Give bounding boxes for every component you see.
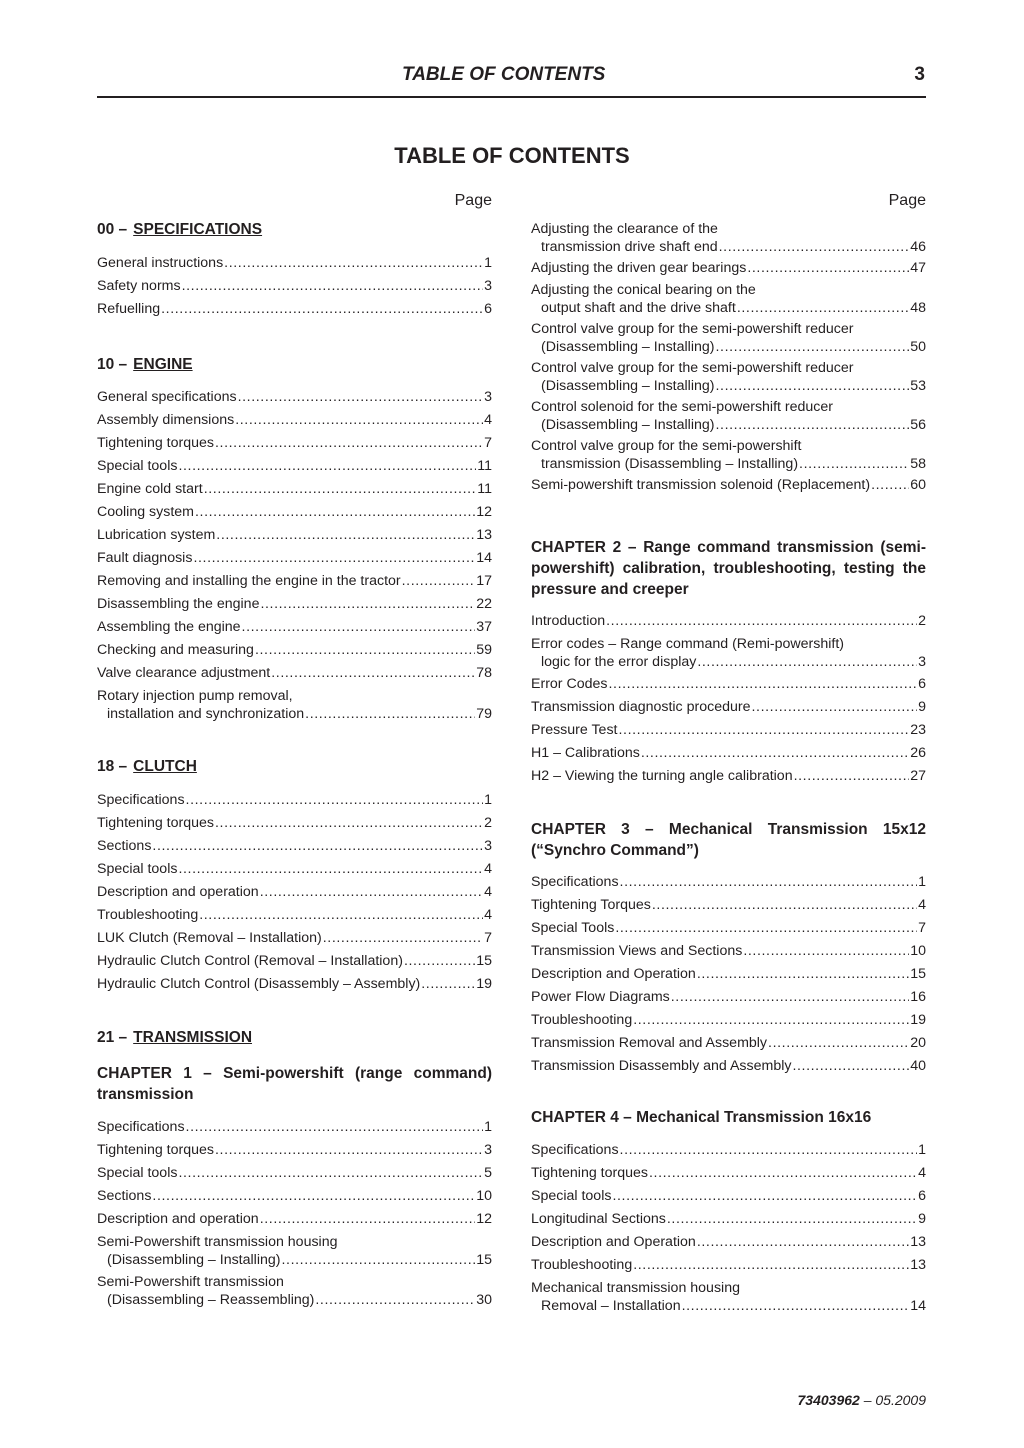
- toc-entry-title: Introduction: [531, 613, 606, 629]
- toc-entry-title: Removal – Installation: [541, 1298, 681, 1314]
- toc-entry-page: 79: [476, 706, 492, 722]
- toc-entry-title: installation and synchronization: [107, 706, 305, 722]
- toc-entry-line1: Rotary injection pump removal,: [97, 688, 293, 704]
- toc-entry-title: Safety norms: [97, 278, 181, 294]
- toc-entry: [97, 254, 492, 272]
- leader-dots: [421, 975, 475, 993]
- leader-dots: [641, 744, 909, 762]
- leader-dots: [216, 526, 475, 544]
- toc-entry: [97, 618, 492, 636]
- toc-entry-page: 15: [476, 953, 492, 969]
- chapter-heading-2: CHAPTER 2 – Range command transmission (semi-powershift) calibration, troubleshooting, testing the pressure and creeper: [531, 539, 926, 598]
- toc-entry: [531, 635, 926, 671]
- toc-entry: [531, 1187, 926, 1205]
- toc-entry-line1: Control solenoid for the semi-powershift reducer: [531, 399, 834, 415]
- toc-entry: [531, 873, 926, 891]
- toc-entry: [531, 721, 926, 739]
- toc-entry: [97, 1141, 492, 1159]
- leader-dots: [402, 572, 476, 590]
- toc-entry: [97, 837, 492, 855]
- section-heading-21: 21 – TRANSMISSION: [97, 1029, 253, 1046]
- toc-entry: [97, 300, 492, 318]
- section-heading-00: 00 – SPECIFICATIONS: [97, 221, 263, 238]
- toc-entry-title: Error Codes: [531, 676, 608, 692]
- toc-entry-title: General specifications: [97, 389, 237, 405]
- leader-dots: [608, 675, 917, 693]
- toc-entry: [97, 1164, 492, 1182]
- toc-entry-title: Transmission Disassembly and Assembly: [531, 1058, 792, 1074]
- toc-entry-title: Transmission Removal and Assembly: [531, 1035, 768, 1051]
- toc-entry-page: 2: [484, 815, 492, 831]
- toc-entry-title: Tightening Torques: [531, 897, 651, 913]
- toc-entry-page: 53: [910, 378, 926, 394]
- toc-entry-page: 13: [476, 527, 492, 543]
- leader-dots: [260, 883, 483, 901]
- toc-entry-page: 1: [484, 792, 492, 808]
- leader-dots: [281, 1251, 475, 1269]
- toc-entry-title: Longitudinal Sections: [531, 1211, 666, 1227]
- leader-dots: [649, 1164, 917, 1182]
- leader-dots: [315, 1291, 475, 1309]
- toc-entry-page: 1: [484, 255, 492, 271]
- toc-entry-title: (Disassembling – Installing): [541, 378, 715, 394]
- toc-entry-title: Specifications: [531, 874, 619, 890]
- toc-entry: [531, 1141, 926, 1159]
- leader-dots: [161, 300, 483, 318]
- toc-entry-page: 12: [476, 504, 492, 520]
- leader-dots: [682, 1297, 910, 1315]
- toc-entry-title: H2 – Viewing the turning angle calibration: [531, 768, 793, 784]
- toc-entry: [531, 942, 926, 960]
- leader-dots: [667, 1210, 917, 1228]
- toc-entry: [97, 906, 492, 924]
- toc-entry-title: Tightening torques: [97, 815, 214, 831]
- toc-entry-title: Special tools: [97, 861, 178, 877]
- toc-entry-page: 19: [910, 1012, 926, 1028]
- toc-entry: [531, 1057, 926, 1075]
- toc-entry: [97, 388, 492, 406]
- toc-entry-line1: Semi-Powershift transmission: [97, 1274, 284, 1290]
- toc-entry-title: Hydraulic Clutch Control (Removal – Installation): [97, 953, 403, 969]
- leader-dots: [404, 952, 475, 970]
- toc-entry-page: 3: [484, 389, 492, 405]
- chapter-heading-3: CHAPTER 3 – Mechanical Transmission 15x12 (“Synchro Command”): [531, 821, 926, 859]
- header-page-number: 3: [914, 64, 925, 85]
- leader-dots: [260, 595, 475, 613]
- leader-dots: [204, 480, 477, 498]
- toc-entry-title: Engine cold start: [97, 481, 203, 497]
- leader-dots: [652, 896, 917, 914]
- leader-dots: [792, 1057, 909, 1075]
- leader-dots: [615, 919, 917, 937]
- header-title: TABLE OF CONTENTS: [402, 64, 606, 85]
- leader-dots: [152, 837, 483, 855]
- toc-entry: [531, 612, 926, 630]
- toc-entry-page: 48: [910, 300, 926, 316]
- toc-entry-page: 1: [918, 1142, 926, 1158]
- leader-dots: [737, 299, 909, 317]
- toc-entry-title: Description and Operation: [531, 1234, 696, 1250]
- page-column-label-left: Page: [454, 192, 492, 209]
- toc-entry-title: Sections: [97, 1188, 152, 1204]
- toc-entry: [531, 896, 926, 914]
- toc-entry: [97, 687, 492, 723]
- toc-entry-page: 11: [477, 481, 492, 497]
- leader-dots: [255, 641, 475, 659]
- leader-dots: [715, 416, 909, 434]
- toc-entry-page: 27: [910, 768, 926, 784]
- toc-entry-title: Valve clearance adjustment: [97, 665, 271, 681]
- toc-entry-page: 14: [910, 1298, 926, 1314]
- toc-entry-page: 4: [484, 884, 492, 900]
- toc-entry: [97, 814, 492, 832]
- toc-entry-title: Checking and measuring: [97, 642, 254, 658]
- toc-entry: [97, 1187, 492, 1205]
- toc-entry-page: 7: [918, 920, 926, 936]
- leader-dots: [620, 873, 918, 891]
- toc-entry: [97, 883, 492, 901]
- toc-entry-title: Specifications: [531, 1142, 619, 1158]
- toc-entry-line1: Control valve group for the semi-powershift: [531, 438, 802, 454]
- leader-dots: [193, 549, 475, 567]
- toc-entry-page: 2: [918, 613, 926, 629]
- toc-entry: [97, 434, 492, 452]
- document-number: 73403962: [797, 1392, 860, 1408]
- leader-dots: [768, 1034, 909, 1052]
- toc-entry: [531, 1233, 926, 1251]
- toc-entry: [531, 919, 926, 937]
- toc-entry-page: 60: [910, 477, 926, 493]
- toc-entry: [531, 476, 926, 494]
- toc-entry-page: 3: [484, 1142, 492, 1158]
- toc-entry: [531, 1256, 926, 1274]
- toc-entry-title: logic for the error display: [541, 654, 697, 670]
- toc-entry-title: Fault diagnosis: [97, 550, 193, 566]
- toc-entry-title: Special Tools: [531, 920, 615, 936]
- leader-dots: [618, 721, 909, 739]
- toc-entry: [531, 437, 926, 473]
- toc-entry: [531, 1210, 926, 1228]
- toc-entry-title: transmission drive shaft end: [541, 239, 718, 255]
- toc-entry: [531, 965, 926, 983]
- toc-entry: [531, 259, 926, 277]
- toc-entry-title: H1 – Calibrations: [531, 745, 640, 761]
- leader-dots: [697, 653, 917, 671]
- toc-entry-page: 15: [910, 966, 926, 982]
- toc-entry-page: 4: [484, 907, 492, 923]
- toc-entry-title: Special tools: [97, 458, 178, 474]
- toc-entry-title: Special tools: [531, 1188, 612, 1204]
- toc-entry-page: 4: [484, 412, 492, 428]
- toc-entry-line1: Adjusting the clearance of the: [531, 221, 718, 237]
- toc-entry-line1: Semi-Powershift transmission housing: [97, 1234, 338, 1250]
- toc-entry-title: Troubleshooting: [97, 907, 199, 923]
- toc-entry-page: 3: [484, 278, 492, 294]
- toc-entry: [97, 929, 492, 947]
- leader-dots: [633, 1011, 909, 1029]
- toc-entry: [531, 320, 926, 356]
- toc-entry: [97, 503, 492, 521]
- toc-entry: [97, 1233, 492, 1269]
- leader-dots: [186, 791, 484, 809]
- toc-entry-page: 19: [476, 976, 492, 992]
- toc-entry-page: 6: [918, 1188, 926, 1204]
- toc-entry-line1: Control valve group for the semi-powershift reducer: [531, 360, 854, 376]
- toc-entry-page: 47: [910, 260, 926, 276]
- leader-dots: [743, 942, 909, 960]
- toc-entry-title: output shaft and the drive shaft: [541, 300, 736, 316]
- toc-entry: [531, 1011, 926, 1029]
- toc-entry-page: 13: [910, 1257, 926, 1273]
- toc-entry: [531, 398, 926, 434]
- toc-entry-title: Lubrication system: [97, 527, 216, 543]
- leader-dots: [182, 277, 484, 295]
- leader-dots: [178, 457, 476, 475]
- toc-entry: [97, 549, 492, 567]
- toc-entry-page: 22: [476, 596, 492, 612]
- toc-entry: [531, 1279, 926, 1315]
- toc-entry: [97, 572, 492, 590]
- leader-dots: [152, 1187, 475, 1205]
- toc-entry-title: (Disassembling – Installing): [541, 339, 715, 355]
- toc-entry-page: 37: [476, 619, 492, 635]
- toc-entry-page: 40: [910, 1058, 926, 1074]
- toc-entry-page: 10: [476, 1188, 492, 1204]
- toc-entry-page: 46: [910, 239, 926, 255]
- toc-entry-page: 9: [918, 699, 926, 715]
- toc-entry-page: 10: [910, 943, 926, 959]
- leader-dots: [719, 238, 910, 256]
- toc-entry: [97, 457, 492, 475]
- page-footer: [798, 1392, 926, 1408]
- toc-entry: [97, 860, 492, 878]
- toc-entry-title: Hydraulic Clutch Control (Disassembly – Assembly): [97, 976, 421, 992]
- toc-entry-page: 9: [918, 1211, 926, 1227]
- toc-entry: [531, 767, 926, 785]
- toc-entry-title: General instructions: [97, 255, 224, 271]
- toc-entry-line1: Control valve group for the semi-powershift reducer: [531, 321, 854, 337]
- toc-entry-page: 4: [918, 1165, 926, 1181]
- toc-entry-page: 3: [918, 654, 926, 670]
- leader-dots: [751, 698, 917, 716]
- toc-entry-page: 14: [476, 550, 492, 566]
- toc-entry-page: 58: [910, 456, 926, 472]
- leader-dots: [178, 860, 483, 878]
- toc-entry: [97, 595, 492, 613]
- page-column-label-right: Page: [888, 192, 926, 209]
- toc-entry-page: 7: [484, 930, 492, 946]
- leader-dots: [697, 1233, 909, 1251]
- toc-entry-page: 4: [918, 897, 926, 913]
- toc-entry-title: Power Flow Diagrams: [531, 989, 670, 1005]
- page-header: [97, 62, 926, 98]
- leader-dots: [620, 1141, 918, 1159]
- leader-dots: [215, 434, 483, 452]
- toc-entry-page: 30: [476, 1292, 492, 1308]
- leader-dots: [715, 338, 909, 356]
- document-date: – 05.2009: [863, 1392, 926, 1408]
- toc-entry-page: 6: [918, 676, 926, 692]
- toc-entry-page: 56: [910, 417, 926, 433]
- toc-entry: [531, 1034, 926, 1052]
- leader-dots: [606, 612, 917, 630]
- toc-entry-page: 5: [484, 1165, 492, 1181]
- toc-entry: [531, 675, 926, 693]
- toc-entry: [531, 281, 926, 317]
- leader-dots: [799, 455, 909, 473]
- toc-entry-title: Tightening torques: [531, 1165, 648, 1181]
- toc-entry: [97, 641, 492, 659]
- toc-entry-title: Pressure Test: [531, 722, 618, 738]
- toc-entry-title: Assembly dimensions: [97, 412, 235, 428]
- toc-entry-title: Removing and installing the engine in the tractor: [97, 573, 401, 589]
- leader-dots: [697, 965, 909, 983]
- leader-dots: [260, 1210, 476, 1228]
- toc-entry: [97, 791, 492, 809]
- toc-entry-title: Troubleshooting: [531, 1012, 633, 1028]
- toc-entry: [97, 975, 492, 993]
- toc-entry: [531, 1164, 926, 1182]
- toc-entry-title: Refuelling: [97, 301, 161, 317]
- toc-entry-page: 11: [477, 458, 492, 474]
- leader-dots: [178, 1164, 483, 1182]
- toc-entry-page: 6: [484, 301, 492, 317]
- toc-entry-page: 3: [484, 838, 492, 854]
- toc-entry-line1: Error codes – Range command (Remi-powershift): [531, 636, 845, 652]
- toc-entry-page: 13: [910, 1234, 926, 1250]
- toc-entry-title: Cooling system: [97, 504, 194, 520]
- leader-dots: [199, 906, 483, 924]
- toc-entry-page: 50: [910, 339, 926, 355]
- toc-entry-title: Sections: [97, 838, 152, 854]
- toc-entry-title: LUK Clutch (Removal – Installation): [97, 930, 322, 946]
- toc-entry: [97, 277, 492, 295]
- leader-dots: [612, 1187, 917, 1205]
- toc-entry-page: 20: [910, 1035, 926, 1051]
- toc-entry-title: Transmission diagnostic procedure: [531, 699, 751, 715]
- toc-entry-title: Special tools: [97, 1165, 178, 1181]
- toc-entry: [531, 220, 926, 256]
- section-heading-10: 10 – ENGINE: [97, 356, 193, 373]
- toc-entry: [97, 526, 492, 544]
- chapter-heading-1: CHAPTER 1 – Semi-powershift (range command) transmission: [97, 1065, 492, 1103]
- page-title: TABLE OF CONTENTS: [394, 143, 630, 168]
- toc-entry-title: Description and Operation: [531, 966, 696, 982]
- toc-entry-title: Description and operation: [97, 1211, 259, 1227]
- toc-entry-title: Description and operation: [97, 884, 259, 900]
- leader-dots: [323, 929, 483, 947]
- toc-entry-title: (Disassembling – Reassembling): [107, 1292, 315, 1308]
- toc-entry-title: (Disassembling – Installing): [541, 417, 715, 433]
- toc-entry: [97, 1273, 492, 1309]
- toc-entry: [97, 1210, 492, 1228]
- chapter-heading-4: CHAPTER 4 – Mechanical Transmission 16x16: [531, 1109, 872, 1126]
- leader-dots: [215, 814, 483, 832]
- toc-entry-page: 17: [476, 573, 492, 589]
- toc-entry: [531, 988, 926, 1006]
- leader-dots: [271, 664, 475, 682]
- toc-entry-line1: Adjusting the conical bearing on the: [531, 282, 756, 298]
- toc-entry-page: 23: [910, 722, 926, 738]
- leader-dots: [235, 411, 483, 429]
- toc-entry: [97, 411, 492, 429]
- toc-entry-title: Specifications: [97, 1119, 185, 1135]
- leader-dots: [633, 1256, 909, 1274]
- toc-entry-page: 15: [476, 1252, 492, 1268]
- leader-dots: [215, 1141, 483, 1159]
- toc-entry-page: 26: [910, 745, 926, 761]
- toc-entry-page: 78: [476, 665, 492, 681]
- toc-entry-title: transmission (Disassembling – Installing): [541, 456, 799, 472]
- toc-entry-page: 4: [484, 861, 492, 877]
- toc-entry-title: Transmission Views and Sections: [531, 943, 743, 959]
- toc-entry: [531, 698, 926, 716]
- section-heading-18: 18 – CLUTCH: [97, 758, 197, 775]
- toc-entry-page: 16: [910, 989, 926, 1005]
- leader-dots: [794, 767, 910, 785]
- toc-entry-title: Specifications: [97, 792, 185, 808]
- toc-entry-page: 1: [918, 874, 926, 890]
- toc-entry: [97, 664, 492, 682]
- toc-entry-title: Assembling the engine: [97, 619, 241, 635]
- toc-entry-title: Tightening torques: [97, 1142, 214, 1158]
- leader-dots: [671, 988, 909, 1006]
- leader-dots: [747, 259, 909, 277]
- leader-dots: [224, 254, 483, 272]
- toc-entry-line1: Mechanical transmission housing: [531, 1280, 740, 1296]
- toc-entry: [531, 359, 926, 395]
- toc-entry-page: 1: [484, 1119, 492, 1135]
- leader-dots: [242, 618, 476, 636]
- leader-dots: [238, 388, 484, 406]
- toc-entry-title: Adjusting the driven gear bearings: [531, 260, 747, 276]
- leader-dots: [195, 503, 475, 521]
- toc-entry-title: Disassembling the engine: [97, 596, 260, 612]
- toc-entry-title: Semi-powershift transmission solenoid (Replacement): [531, 477, 871, 493]
- leader-dots: [871, 476, 909, 494]
- toc-entry-page: 12: [476, 1211, 492, 1227]
- toc-entry-title: Troubleshooting: [531, 1257, 633, 1273]
- toc-entry: [97, 480, 492, 498]
- toc-entry: [97, 952, 492, 970]
- leader-dots: [715, 377, 909, 395]
- leader-dots: [305, 705, 475, 723]
- leader-dots: [186, 1118, 484, 1136]
- toc-entry: [531, 744, 926, 762]
- toc-entry-title: (Disassembling – Installing): [107, 1252, 281, 1268]
- toc-entry: [97, 1118, 492, 1136]
- toc-entry-page: 59: [476, 642, 492, 658]
- toc-entry-title: Tightening torques: [97, 435, 214, 451]
- toc-entry-page: 7: [484, 435, 492, 451]
